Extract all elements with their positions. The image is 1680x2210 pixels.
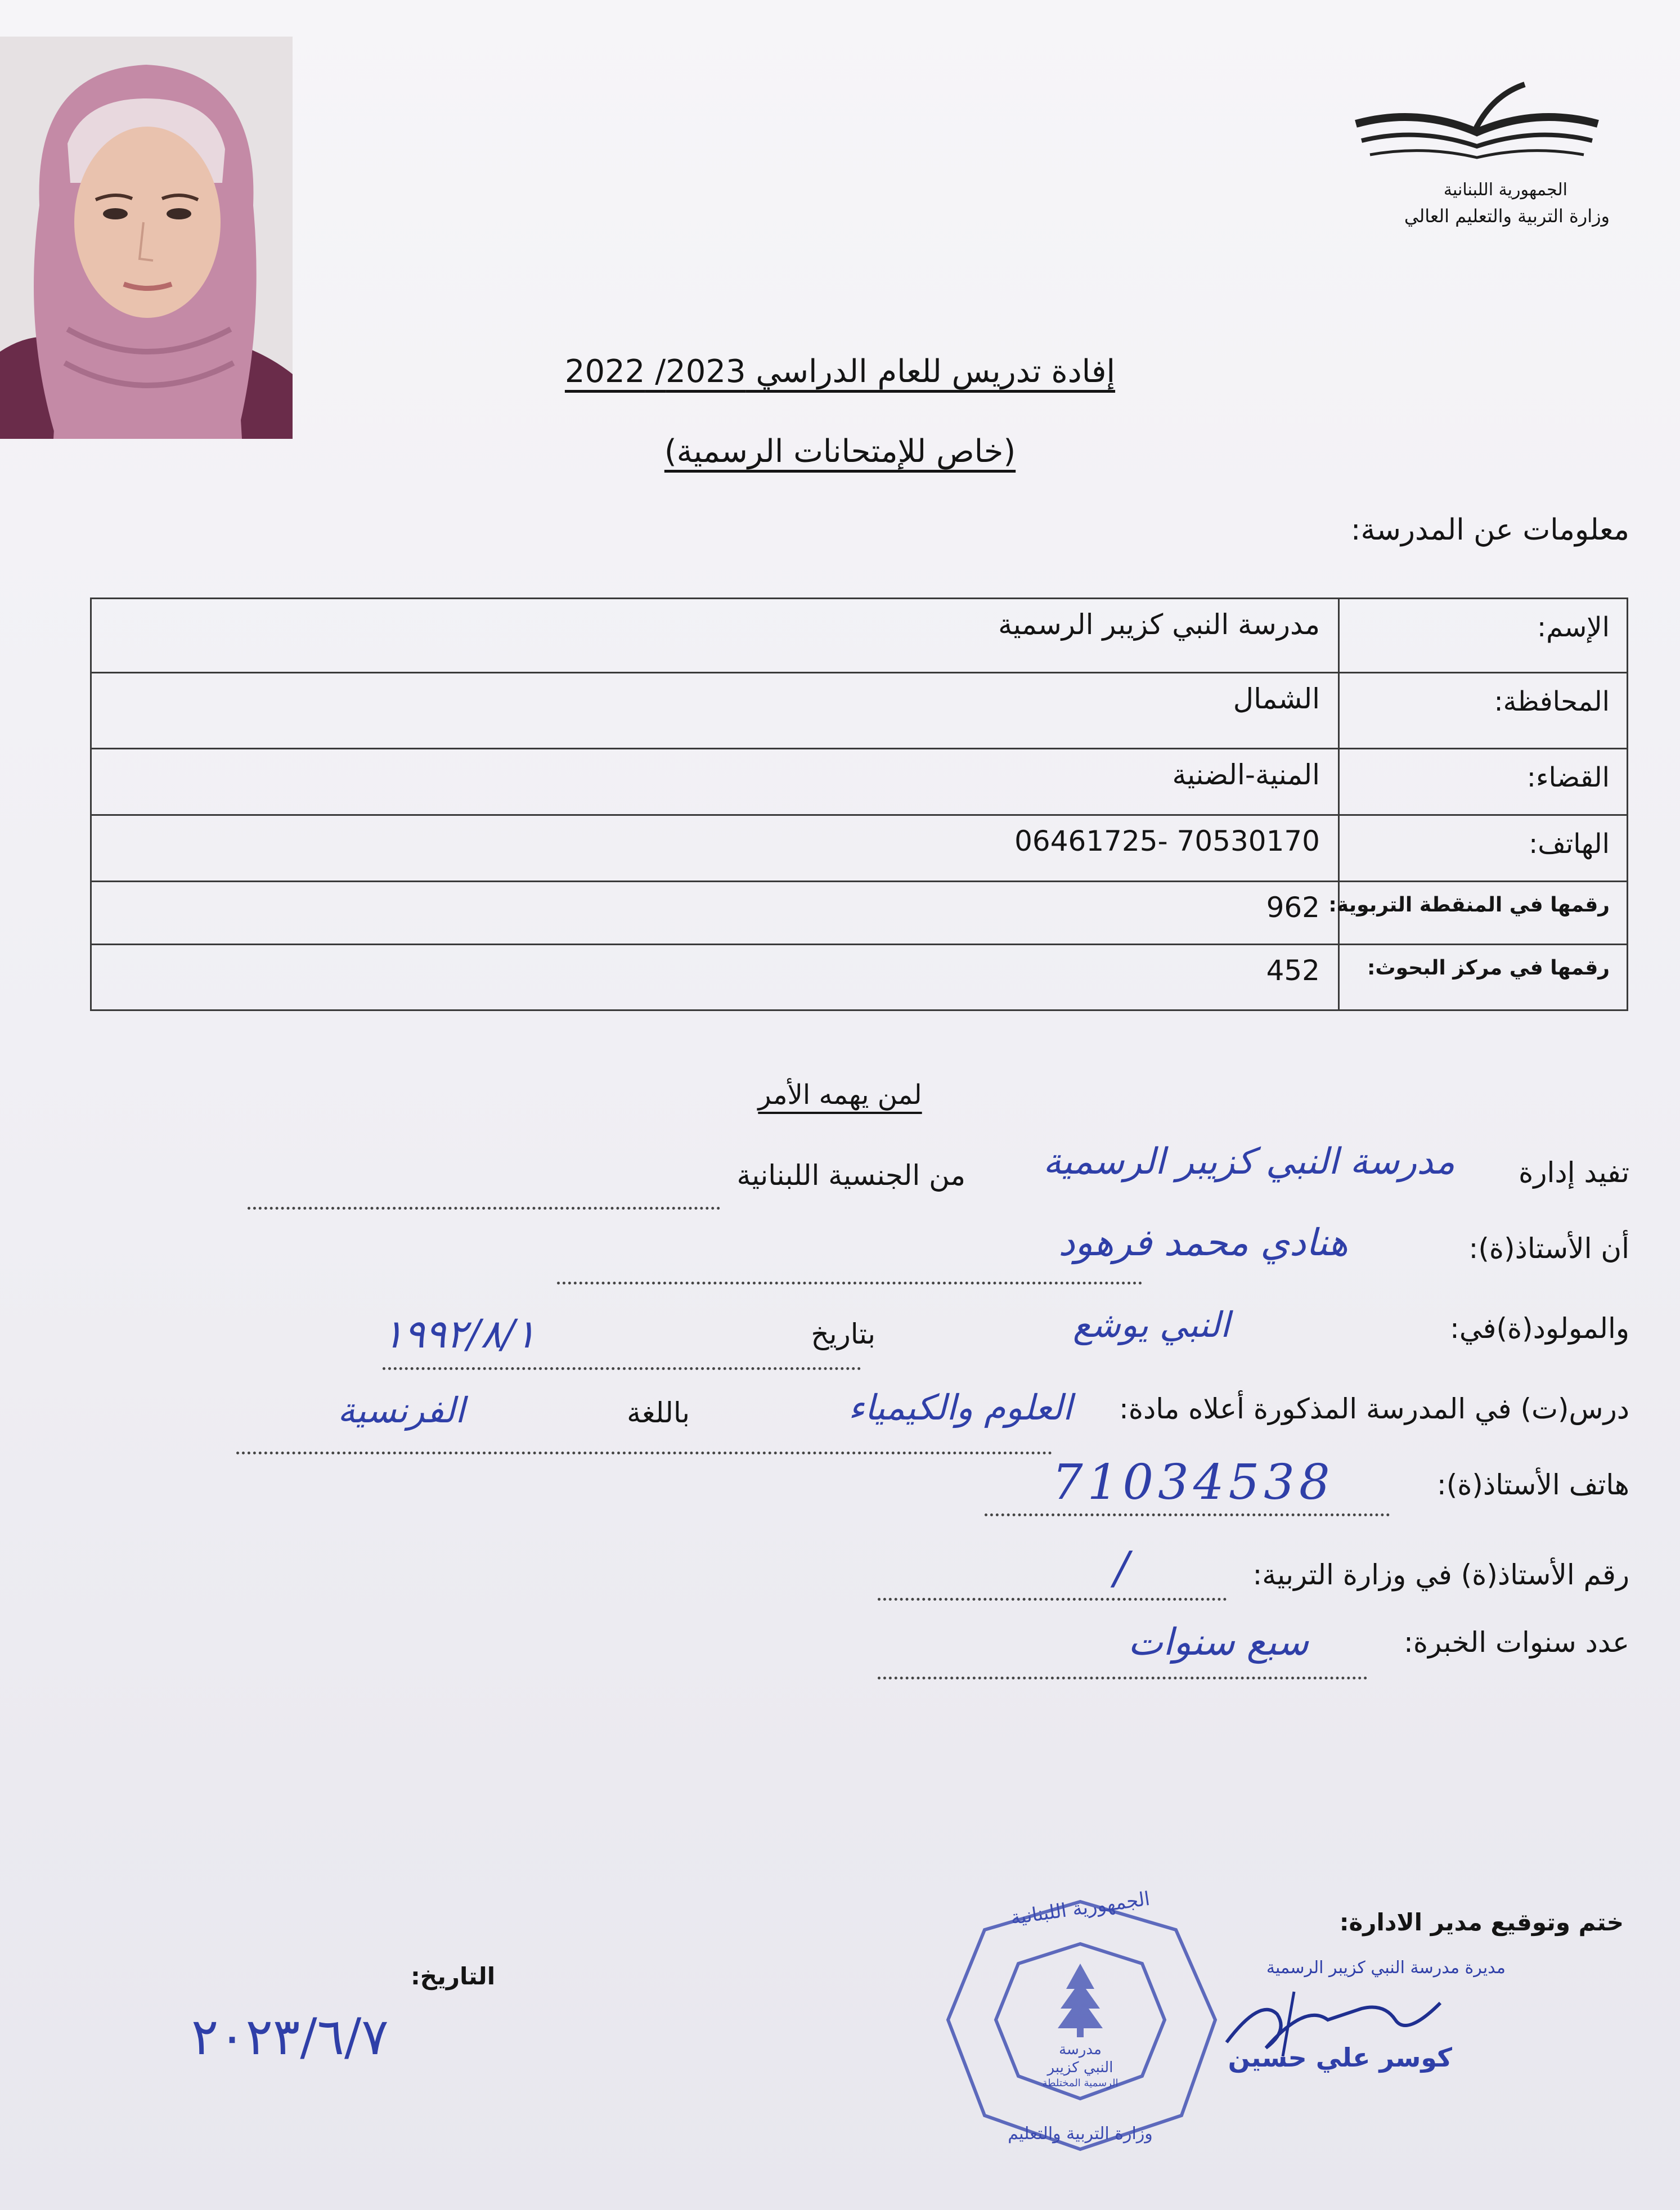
director-title: مديرة مدرسة النبي كزيبر الرسمية	[1266, 1958, 1506, 1978]
line1-prefix: تفيد إدارة	[1519, 1156, 1629, 1189]
row-label: المحافظة:	[1494, 686, 1610, 717]
row-label: رقمها في مركز البحوث:	[1367, 956, 1610, 980]
document-subtitle: (خاص للإمتحانات الرسمية)	[664, 433, 1016, 470]
row-value: 452	[1266, 954, 1320, 987]
line3-date: ١٩٩٢/٨/١	[383, 1311, 536, 1357]
row-value: مدرسة النبي كزيبر الرسمية	[998, 608, 1320, 641]
official-stamp	[940, 1887, 1221, 2155]
table-row	[92, 599, 1627, 673]
line3-mid: بتاريخ	[811, 1318, 875, 1350]
line4-handwritten: العلوم والكيمياء	[848, 1387, 1072, 1428]
republic-name: الجمهورية اللبنانية	[1443, 180, 1567, 200]
line4-prefix: درس(ت) في المدرسة المذكورة أعلاه مادة:	[1118, 1393, 1629, 1425]
stamp-center-line2: النبي كزيبر	[1047, 2059, 1113, 2076]
line4-lang: الفرنسية	[338, 1390, 465, 1431]
line2-handwritten: هنادي محمد فرهود	[1058, 1221, 1348, 1264]
row-value: 962	[1266, 891, 1320, 924]
ministry-name: وزارة التربية والتعليم العالي	[1404, 205, 1610, 227]
dotted-line	[878, 1598, 1227, 1601]
line1-suffix: من الجنسية اللبنانية	[736, 1159, 965, 1192]
line6-prefix: رقم الأستاذ(ة) في وزارة التربية:	[1252, 1558, 1629, 1591]
to-whom-heading: لمن يهمه الأمر	[758, 1079, 922, 1111]
date-label: التاريخ:	[411, 1962, 496, 1990]
dotted-line	[985, 1513, 1390, 1516]
stamp-center-line3: الرسمية المختلطة	[1042, 2077, 1118, 2089]
dotted-line	[557, 1282, 1142, 1284]
stamp-center-line1: مدرسة	[1059, 2041, 1102, 2058]
stamp-bottom-text: وزارة التربية والتعليم	[1008, 2124, 1153, 2144]
row-value: 06461725- 70530170	[1014, 825, 1320, 857]
table-row	[92, 945, 1627, 1011]
dotted-line	[878, 1677, 1367, 1679]
dotted-line	[383, 1367, 861, 1370]
line3-handwritten: النبي يوشع	[1072, 1304, 1230, 1345]
school-info-table	[90, 598, 1628, 1011]
line7-handwritten: سبع سنوات	[1128, 1620, 1309, 1664]
school-info-heading: معلومات عن المدرسة:	[1350, 513, 1629, 547]
table-row	[92, 673, 1627, 749]
row-label: الإسم:	[1537, 612, 1610, 643]
line1-handwritten: مدرسة النبي كزيبر الرسمية	[1043, 1141, 1455, 1183]
table-row	[92, 816, 1627, 882]
row-value: المنية-الضنية	[1172, 758, 1320, 791]
document-title: إفادة تدريس للعام الدراسي 2023/ 2022	[564, 353, 1116, 390]
row-value: الشمال	[1233, 682, 1320, 715]
line2-prefix: أن الأستاذ(ة):	[1468, 1232, 1629, 1265]
dotted-line	[236, 1452, 1052, 1454]
dotted-line	[248, 1207, 720, 1210]
row-label: القضاء:	[1526, 762, 1610, 793]
director-name: كوسر علي حسين	[1228, 2042, 1452, 2073]
ministry-logo	[1350, 79, 1609, 169]
stamp-ring-text: الجمهورية اللبنانية	[1009, 1887, 1152, 1930]
line6-handwritten: /	[1114, 1542, 1129, 1594]
date-value: ٢٠٢٣/٦/٧	[191, 2007, 389, 2067]
row-label: الهاتف:	[1529, 828, 1610, 860]
line3-prefix: والمولود(ة)في:	[1450, 1312, 1629, 1345]
table-row	[92, 749, 1627, 816]
stamp-signature-label: ختم وتوقيع مدير الادارة:	[1339, 1908, 1624, 1936]
line4-mid: باللغة	[627, 1396, 690, 1429]
line5-prefix: هاتف الأستاذ(ة):	[1436, 1468, 1629, 1501]
table-row	[92, 882, 1627, 945]
line5-handwritten: 71034538	[1052, 1454, 1335, 1511]
line7-prefix: عدد سنوات الخبرة:	[1403, 1626, 1629, 1659]
row-label: رقمها في المنقطة التربوية:	[1328, 893, 1610, 917]
